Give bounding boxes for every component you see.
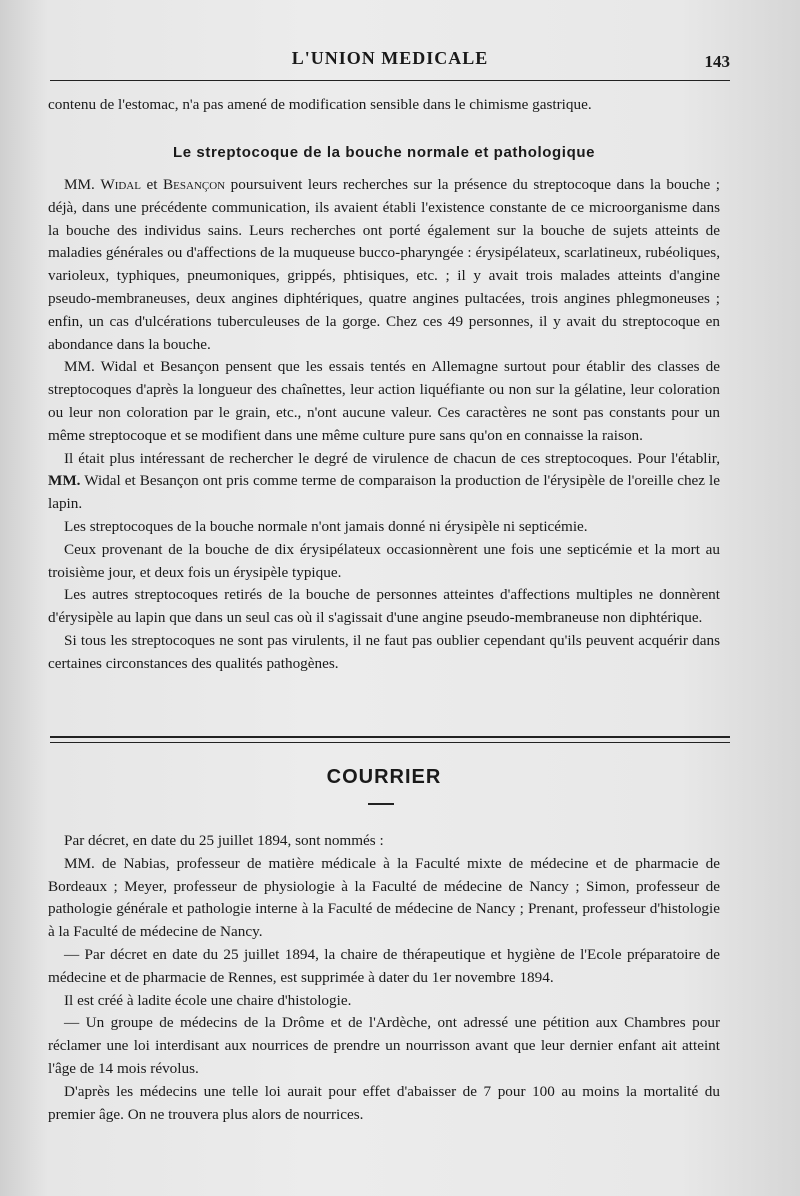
article-paragraph-2: MM. Widal et Besançon pensent que les essais tentés en Allemagne surtout pour établir des classes de streptocoques d'après la longueur des chaînettes, leur action liquéfiante ou non sur la gélatine, leur coloration ou leur non coloration par le grain, etc., n'ont aucune valeur. Ces caractères ne sont pas constants pour un même streptocoque et se modifient dans une même culture pure sans qu'on en connaisse la raison. <box>48 358 720 444</box>
article-title: Le streptocoque de la bouche normale et pathologique <box>172 144 596 161</box>
author-widal: Widal <box>100 176 141 193</box>
courrier-paragraph-5: — Un groupe de médecins de la Drôme et de l'Ardèche, ont adressé une pétition aux Chambres pour réclamer une loi interdisant aux nourrices de prendre un nourrisson avant que leur dernier enfant ait atteint l'âge de 14 mois révolus. <box>48 1014 720 1077</box>
article-paragraph-5: Ceux provenant de la bouche de dix érysipélateux occasionnèrent une fois une septicémie et la mort au troisième jour, et deux fois un érysipèle typique. <box>48 540 720 581</box>
courrier-paragraph-2: MM. de Nabias, professeur de matière médicale à la Faculté mixte de médecine et de pharmacie de Bordeaux ; Meyer, professeur de physiologie à la Faculté de médecine de Nancy ; Simon, professeur de pathologie générale et pathologie interne à la Faculté de médecine de Nancy ; Prenant, professeur d'histologie à la Faculté de médecine de Nancy. <box>48 854 720 941</box>
header-rule <box>50 80 730 81</box>
paragraph-3-mm: MM. <box>48 472 81 490</box>
courrier-paragraph-1: Par décret, en date du 25 juillet 1894, sont nommés : <box>64 832 384 849</box>
intro-continuation: contenu de l'estomac, n'a pas amené de modification sensible dans le chimisme gastrique. <box>48 96 592 113</box>
courrier-paragraph-6: D'après les médecins une telle loi aurait pour effet d'abaisser de 7 pour 100 au moins la mortalité du premier âge. On ne trouvera plus alors de nourrices. <box>48 1082 720 1123</box>
author-conjunction: et <box>146 176 158 193</box>
courrier-paragraph-4: Il est créé à ladite école une chaire d'histologie. <box>64 991 352 1009</box>
courrier-body <box>48 830 720 1126</box>
article-paragraph-3 <box>48 448 720 516</box>
page-number: 143 <box>704 52 730 71</box>
authors-prefix: MM. <box>64 176 95 193</box>
courrier-title: COURRIER <box>326 766 442 788</box>
section-divider-top <box>50 736 730 738</box>
paragraph-1-text: poursuivent leurs recherches sur la présence du streptocoque dans la bouche ; déjà, dans une précédente communication, ils avaient établi l'existence constante de ce microorganisme dans la bouche des individus sains. Leurs recherches ont porté également sur la bouche de sujets atteints de maladies générales ou d'affections de la muqueuse bucco-pharyngée : érysipélateux, scarlatineux, rubéoliques, varioleux, typhiques, pneumoniques, grippés, phtisiques, etc. ; il y avait trois malades atteints d'angine pseudo-membraneuses, deux angines diphtériques, quatre angines pultacées, trois angines phlegmoneuses ; enfin, un cas d'ulcérations tuberculeuses de la gorge. Chez ces 49 personnes, il y avait du streptocoque en abondance dans la bouche. <box>48 176 721 353</box>
article-paragraph-1 <box>48 174 720 356</box>
article-paragraph-6: Les autres streptocoques retirés de la bouche de personnes atteintes d'affections multiples ne donnèrent d'érysipèle au lapin que dans un seul cas où il s'agissait d'une angine pseudo-membraneuse non diphtérique. <box>48 586 720 627</box>
article-body <box>48 174 720 676</box>
article-paragraph-4: Les streptocoques de la bouche normale n'ont jamais donné ni érysipèle ni septicémie. <box>64 517 588 535</box>
courrier-dash <box>368 803 394 805</box>
paragraph-3-after: Widal et Besançon ont pris comme terme de comparaison la production de l'érysipèle de l'oreille chez le lapin. <box>48 472 720 513</box>
running-head: L'UNION MEDICALE <box>291 48 489 68</box>
author-besancon: Besançon <box>163 176 226 193</box>
article-paragraph-7: Si tous les streptocoques ne sont pas virulents, il ne faut pas oublier cependant qu'ils peuvent acquérir dans certaines circonstances des qualités pathogènes. <box>48 631 720 672</box>
section-divider-bottom <box>50 742 730 743</box>
page-header <box>50 40 730 80</box>
intro-block <box>48 94 720 117</box>
paragraph-3-before: Il était plus intéressant de rechercher le degré de virulence de chacun de ces streptocoques. Pour l'établir, <box>64 449 720 467</box>
courrier-paragraph-3: — Par décret en date du 25 juillet 1894, la chaire de thérapeutique et hygiène de l'Ecole préparatoire de médecine et de pharmacie de Rennes, est supprimée à dater du 1er novembre 1894. <box>48 945 720 986</box>
